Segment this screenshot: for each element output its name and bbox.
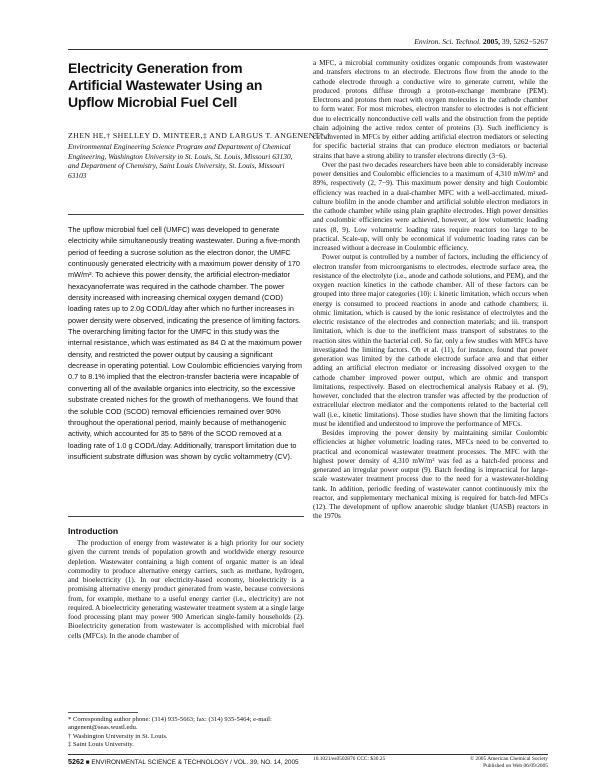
- article-title: Electricity Generation from Artificial Wastewater Using an Upflow Microbial Fuel Cell: [68, 60, 263, 110]
- section-heading-introduction: Introduction: [68, 526, 119, 536]
- journal-year: 2005,: [482, 37, 501, 46]
- footer-journal-line: ■ ENVIRONMENTAL SCIENCE & TECHNOLOGY / VOL. 39, NO. 14, 2005: [85, 759, 299, 766]
- journal-volume: 39,: [501, 37, 512, 46]
- copyright-line: © 2005 American Chemical Society: [469, 756, 548, 762]
- abstract-bottom-rule: [68, 516, 304, 517]
- journal-name: Environ. Sci. Technol.: [414, 37, 482, 46]
- header-rule: [68, 49, 548, 50]
- right-column-text: [313, 59, 548, 716]
- body-paragraph: Besides improving the power density by maintaining similar Coulombic efficiencies at higher volumetric loading rates, MFCs need to be converted to practical and economical wastewater treatment processes. The MFC with the highest power density of 4,310 mW/m² was fed as a batch-fed process and generated an irregular power output (9). Batch feeding is impractical for large-scale wastewater treatment process due to the need for a wastewater-holding tank. In addition, periodic feeding of wastewater cannot continuously mix the reactor, and supplementary mechanical mixing is required for batch-fed MFCs (12). The development of upflow anaerobic sludge blanket (UASB) reactors in the 1970s: [313, 429, 548, 521]
- footnotes: [68, 716, 304, 750]
- page-footer-left: [68, 757, 299, 766]
- footnote-affiliation-1: † Washington University in St. Louis.: [68, 732, 168, 740]
- footnote-affiliation-2: ‡ Saint Louis University.: [68, 741, 134, 749]
- author-list: ZHEN HE,† SHELLEY D. MINTEER,‡ AND LARGUS T. ANGENENT*,†: [68, 131, 331, 140]
- body-paragraph: a MFC, a microbial community oxidizes organic compounds from wastewater and transfers electrons to an electrode. Electrons flow from the anode to the cathode electrode through a conductive wire to generate current, while the produced protons diffuse through a proton-exchange membrane (PEM). Electrons and protons then react with oxygen molecules in the cathode chamber to form water. For most microbes, electron transfer to electrodes is not efficient due to electrically nonconductive cell walls and the obstruction from the peptide chain adjoining the active redox center of proteins (3). Such inefficiency is circumvented in MFCs by either adding artificial electron mediators or selecting for specific bacterial strains that can produce electron mediators or bacterial strains that have a strong ability to transfer electrons directly (3−6).: [313, 59, 548, 160]
- body-paragraph: Over the past two decades researchers have been able to considerably increase power densities and Coulombic efficiencies to a maximum of 4,310 mW/m² and 89%, respectively (2, 7−9). This maximum power density and high Coulombic efficiency was reached in a dual-chamber MFC with a well-acclimated, mixed-culture biofilm in the anode chamber and artificial soluble electron mediators in the cathode chamber while using plain graphite electrodes. High power densities and coulombic efficiencies were achieved, however, at low volumetric loading rates (8, 9). Low volumetric loading rates require reactors too large to be practical. Scale-up, will only be economical if volumetric loading rates can be increased without a decrease in Coulombic efficiency.: [313, 160, 548, 252]
- copyright-block: [470, 756, 548, 769]
- footer-rule: [68, 754, 548, 755]
- page-number: 5262: [68, 757, 84, 766]
- running-header: [414, 37, 548, 46]
- abstract-top-rule: [68, 214, 304, 215]
- affiliation: Environmental Engineering Science Program and Department of Chemical Engineering, Washington University in St. Louis, St. Louis, Missouri 63130, and Department of Chemistry, Saint Louis University, St. Louis, Missouri 63103: [68, 142, 293, 180]
- footnote-corresponding-author: * Corresponding author phone: (314) 935-5663; fax: (314) 935-5464; e-mail: angenent@seas.wustl.edu.: [68, 716, 272, 732]
- body-paragraph: Power output is controlled by a number of factors, including the efficiency of electron transfer from microorganisms to electrodes, electrode surface area, the resistance of the electrolyte (i.e., anode and cathode solutions, and PEM), and the oxygen reaction kinetics in the cathode chamber. All of these factors can be grouped into three major categories (10): i. kinetic limitation, which occurs when energy is consumed to proceed reactions in anode and cathode chambers; ii. ohmic limitation, which is caused by the ionic resistance of electrolytes and the electric resistance of the electrodes and connection materials; and iii. transport limitation, which is due to the inefficient mass transport of substrates to the reaction sites within the bacterial cell. So far, only a few studies with MFCs have investigated the limiting factors. Oh et al. (11), for instance, found that power generation was limited by the cathode electrode surface area and that either adding an artificial electron mediator or increasing dissolved oxygen to the cathode chamber improved power output, which are ohmic and transport limitations, respectively. Based on electrochemical analysis Rabaey et al. (9), however, concluded that the electron transfer was affected by the production of extracellular electron mediator and the components related to the bacterial cell wall (i.e., kinetic limitations). Those studies have shown that the limiting factors must be identified and understood to improve the performance of MFCs.: [313, 253, 548, 428]
- introduction-text: [68, 539, 304, 641]
- journal-pages: 5262−5267: [513, 37, 548, 46]
- published-line: Published on Web 06/09/2005: [483, 762, 548, 769]
- doi-line: 10.1021/es0502876 CCC: $30.25: [313, 756, 386, 762]
- footnote-rule: [68, 712, 138, 713]
- abstract: The upflow microbial fuel cell (UMFC) was developed to generate electricity while simultaneously treating wastewater. During a five-month period of feeding a sucrose solution as the electron donor, the UMFC continuously generated electricity with a maximum power density of 170 mW/m². To achieve this power density, the artificial electron-mediator hexacyanoferrate was required in the cathode chamber. The power density increased with increasing chemical oxygen demand (COD) loading rates up to 2.0g COD/L/day after which no further increases in power density were observed, indicating the presence of limiting factors. The overarching limiting factor for the UMFC in this study was the internal resistance, which was estimated as 84 Ω at the maximum power density, and restricted the power output by causing a significant decrease in operating potential. Low Coulombic efficiencies varying from 0.7 to 8.1% implied that the electron-transfer bacteria were incapable of converting all of the available organics into electricity, so the excessive substrate created niches for the growth of methanogens. We found that the soluble COD (SCOD) removal efficiencies remained over 90% throughout the operational period, mainly because of methanogenic activity, which accounted for 35 to 58% of the SCOD removed at a loading rate of 1.0 g COD/L/day. Additionally, transport limitation due to insufficient substrate diffusion was shown by cyclic voltammetry (CV).: [68, 225, 302, 461]
- introduction-paragraph: The production of energy from wastewater is a high priority for our society given the current trends of population growth and worldwide energy resource depletion. Wastewater containing a high content of organic matter is an ideal commodity to produce alternative energy carriers, such as methane, hydrogen, and bioelectricity (1). In our electricity-based economy, bioelectricity is a promising alternative energy product generated from waste, because conversions from, for example, methane to a useful energy carrier (i.e., electricity) are not required. A bioelectricity generating wastewater treatment system at a single large food processing plant may power 900 American single-family households (2). Bioelectricity generation from wastewater is accomplished with microbial fuel cells (MFCs). In the anode chamber of: [68, 539, 304, 640]
